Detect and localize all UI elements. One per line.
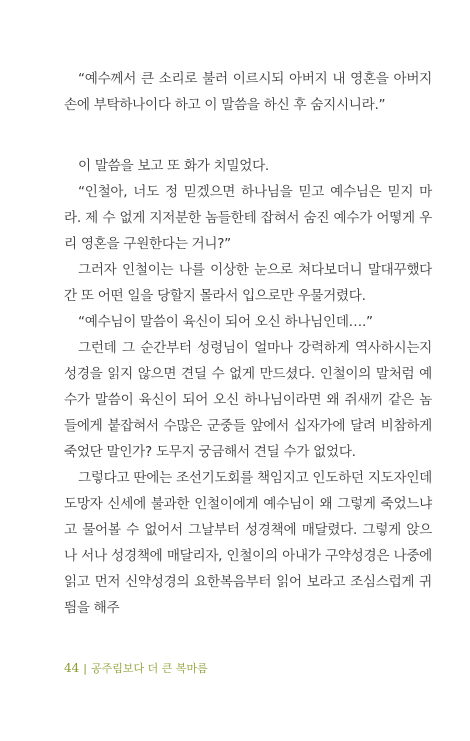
paragraph: “인철아, 너도 정 믿겠으면 하나님을 믿고 예수님은 믿지 마라. 제 수 없게 지저분한 놈들한테 잡혀서 숨진 예수가 어떻게 우리 영혼을 구원한다는 거니?” — [64, 184, 432, 252]
top-quote-block — [64, 66, 432, 118]
footer-separator: | — [83, 662, 87, 675]
paragraph: 이 말씀을 보고 또 화가 치밀었다. — [78, 158, 269, 174]
paragraph: 그렇다고 딴에는 조선기도회를 책임지고 인도하던 지도자인데 도망자 신세에 불과한 인철이에게 예수님이 왜 그렇게 죽었느냐고 물어볼 수 없어서 그날부터 성경책에 매달렸다. 그렇게 앉으나 서나 성경책에 매달리자, 인철이의 아내가 구약성경은 나중에 읽고 먼저 신약성경의 요한복음부터 읽어 보라고 조심스럽게 귀띔을 해주 — [64, 470, 432, 616]
paragraph: 그러자 인철이는 나를 이상한 눈으로 쳐다보더니 말대꾸했다간 또 어떤 일을 당할지 몰라서 입으로만 우물거렸다. — [64, 262, 432, 304]
page-footer — [64, 660, 208, 676]
paragraph: “예수께서 큰 소리로 불러 이르시되 아버지 내 영혼을 아버지 손에 부탁하나이다 하고 이 말씀을 하신 후 숨지시니라.” — [64, 71, 432, 113]
paragraph: “예수님이 말씀이 육신이 되어 오신 하나님인데….” — [78, 314, 373, 330]
page-number: 44 — [64, 661, 80, 675]
paragraph: 그런데 그 순간부터 성령님이 얼마나 강력하게 역사하시는지 성경을 읽지 않으면 견딜 수 없게 만드셨다. 인철이의 말처럼 예수가 말씀이 육신이 되어 오신 하나님이라면 왜 쥐새끼 같은 놈들에게 붙잡혀서 수많은 군중들 앞에서 십자가에 달려 비참하게 죽었단 말인가? 도무지 궁금해서 견딜 수가 없었다. — [64, 340, 432, 460]
body-text-block — [64, 153, 432, 621]
running-title: 공주림보다 더 큰 복마름 — [91, 662, 208, 675]
